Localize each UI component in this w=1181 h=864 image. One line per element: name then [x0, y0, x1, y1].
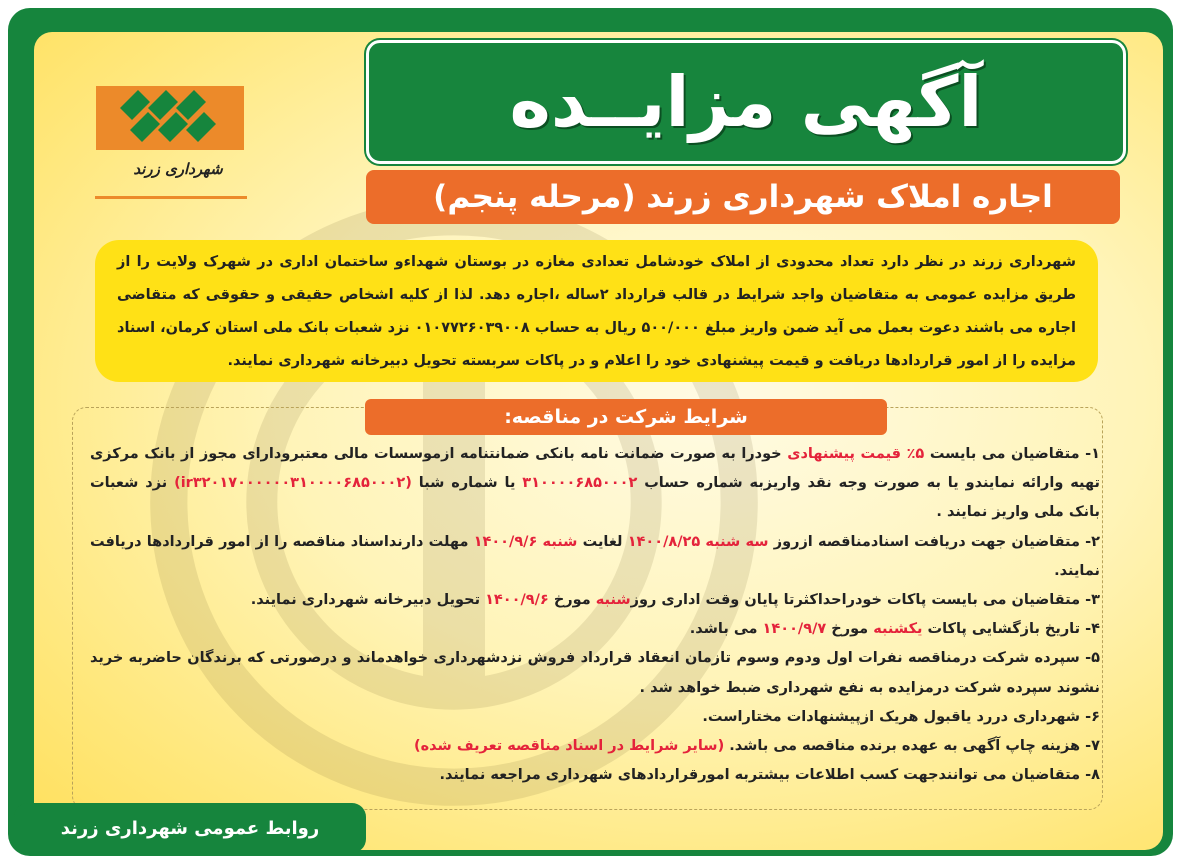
- condition-item-7: ۷- هزینه چاپ آگهی به عهده برنده مناقصه می باشد. (سایر شرایط در اسناد مناقصه تعریف شده): [413, 738, 1100, 755]
- page-title: آگهی مزایــده: [509, 61, 983, 143]
- condition-item-8: ۸- متقاضیان می توانندجهت کسب اطلاعات بیشتربه امورقراردادهای شهرداری مراجعه نمایند.: [439, 767, 1100, 784]
- condition-item-5: ۵- سپرده شرکت درمناقصه نفرات اول ودوم وسوم تازمان انعقاد قرارداد فروش نزدشهرداری خواهدماند و درصورتی که برندگان حاضربه خرید نشوند سپرده شرکت درمزایده به نفع شهرداری ضبط خواهد شد .: [90, 650, 1100, 696]
- logo-caption: شهرداری زرند: [133, 160, 223, 178]
- logo-underline: [95, 196, 247, 199]
- title-banner: [366, 40, 1126, 164]
- condition-item-2: ۲- متقاضیان جهت دریافت اسنادمناقصه ازروز سه شنبه ۱۴۰۰/۸/۲۵ لغایت شنبه ۱۴۰۰/۹/۶ مهلت دارنداسناد مناقصه را از امور قراردادها دریافت نمایند.: [90, 533, 1100, 579]
- page-subtitle: اجاره املاک شهرداری زرند (مرحله پنجم): [433, 179, 1053, 215]
- conditions-heading: شرایط شرکت در مناقصه:: [365, 399, 887, 435]
- subtitle-banner: [366, 170, 1120, 224]
- condition-item-6: ۶- شهرداری دررد یاقبول هریک ازپیشنهادات مختاراست.: [702, 708, 1100, 725]
- footer-badge: روابط عمومی شهرداری زرند: [14, 803, 366, 853]
- condition-item-3: ۳- متقاضیان می بایست پاکات خودراحداکثرتا پایان وقت اداری روزشنبه مورخ ۱۴۰۰/۹/۶ تحویل دبیرخانه شهرداری نمایند.: [250, 592, 1100, 609]
- condition-item-4: ۴- تاریخ بازگشایی پاکات یکشنبه مورخ ۱۴۰۰/۹/۷ می باشد.: [689, 621, 1100, 638]
- intro-paragraph: شهرداری زرند در نظر دارد تعداد محدودی از املاک خودشامل تعدادی مغازه در بوستان شهداءو ساختمان اداری در شهرک ولایت را از طریق مزایده عمومی به متقاضیان واجد شرایط در قالب قرارداد ۲ساله ،اجاره دهد. لذا از کلیه اشخاص حقیقی و حقوقی که متقاضی اجاره می باشند دعوت بعمل می آید ضمن واریز مبلغ ۵۰۰/۰۰۰ ریال به حساب ۰۱۰۷۷۲۶۰۳۹۰۰۸ نزد شعبات بانک ملی استان کرمان، اسناد مزایده را از امور قراردادها دریافت و قیمت پیشنهادی خود را اعلام و در پاکات سربسته تحویل دبیرخانه شهرداری نمایند.: [95, 240, 1098, 382]
- condition-item-1: ۱- متقاضیان می بایست ۵٪ قیمت پیشنهادی خودرا به صورت ضمانت نامه بانکی ضمانتنامه ازموسسات مالی معتبرودارای مجوز از بانک مرکزی تهیه وارائه نمایندو یا به صورت وجه نقد واریزبه شماره حساب ۳۱۰۰۰۰۶۸۵۰۰۰۲ یا شماره شبا (ir۳۲۰۱۷۰۰۰۰۰۰۳۱۰۰۰۰۶۸۵۰۰۰۲) نزد شعبات بانک ملی واریز نمایند .: [90, 446, 1100, 521]
- municipality-logo-icon: [90, 68, 250, 200]
- conditions-list: [90, 440, 1100, 790]
